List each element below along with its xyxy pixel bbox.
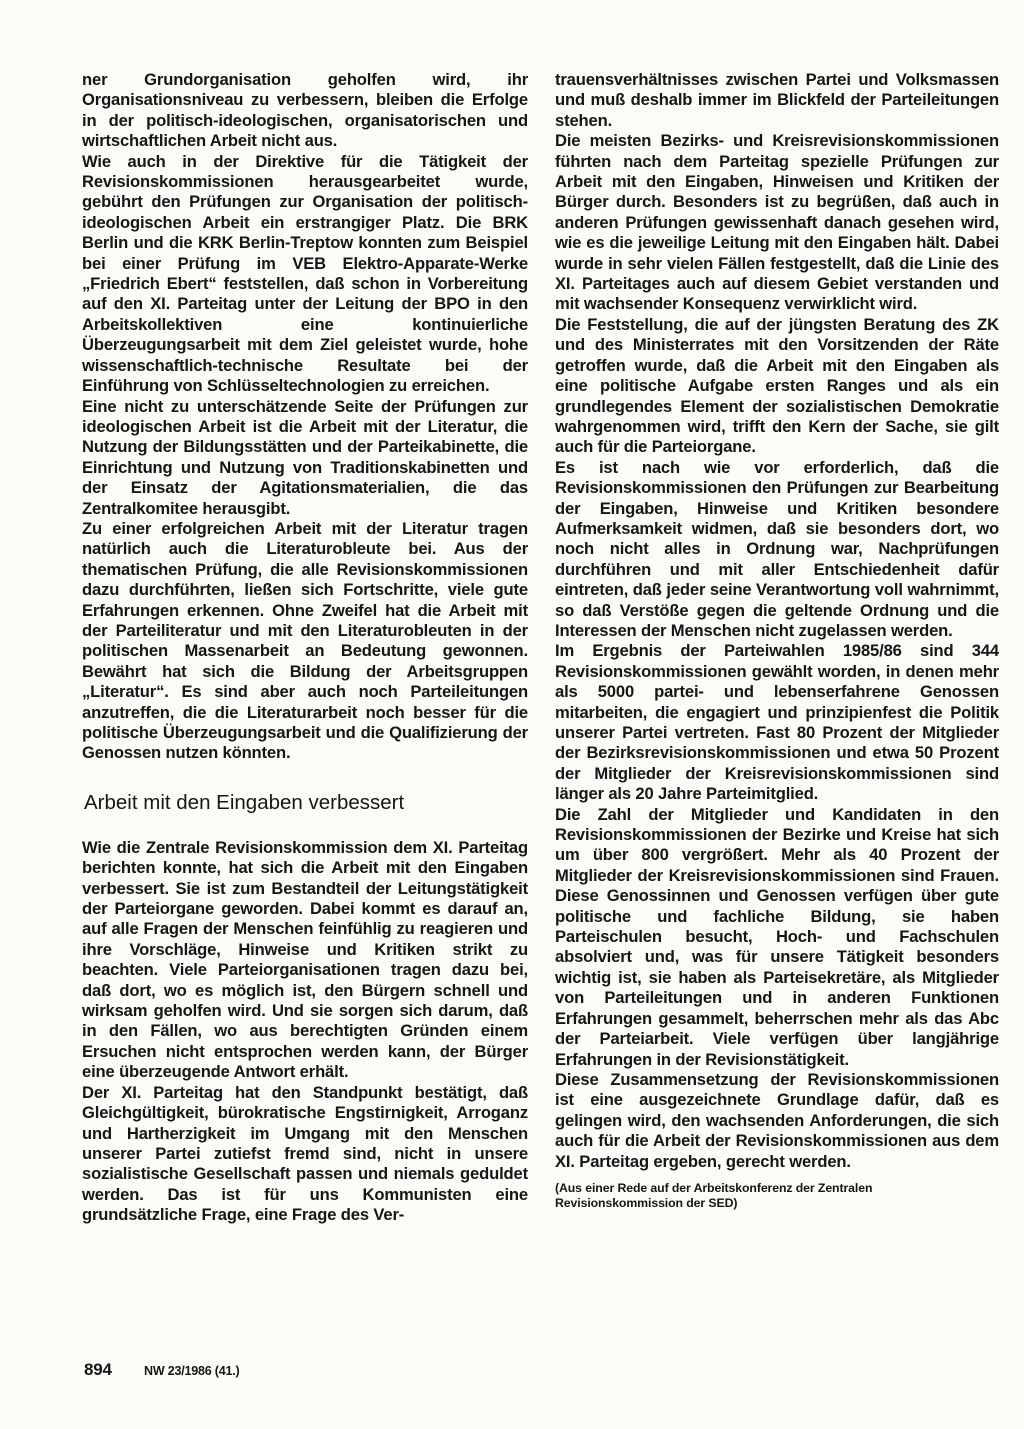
paragraph: Diese Zusammensetzung der Revisionskommissionen ist eine ausgezeichnete Grundlage dafür, daß es gelingen wird, den wachsenden Anforderungen, die sich auch für die Arbeit der Revisionskommissionen aus dem XI. Parteitag ergeben, gerecht werden. xyxy=(555,1069,999,1171)
section-heading: Arbeit mit den Eingaben verbessert xyxy=(84,790,405,814)
source-note: (Aus einer Rede auf der Arbeitskonferenz der Zentralen Revisionskommission der SED) xyxy=(555,1180,873,1210)
page-footer xyxy=(84,1360,239,1380)
paragraph: Wie auch in der Direktive für die Tätigkeit der Revisionskommissionen herausgearbeitet wurde, gebührt den Prüfungen zur Organisation der politisch-ideologischen Arbeit ein erstrangiger Platz. Die BRK Berlin und die KRK Berlin-Treptow konnten zum Beispiel bei einer Prüfung im VEB Elektro-Apparate-Werke „Friedrich Ebert“ feststellen, daß schon in Vorbereitung auf den XI. Parteitag unter der Leitung der BPO in den Arbeitskollektiven eine kontinuierliche Überzeugungsarbeit mit dem Ziel geleistet wurde, hohe wissenschaftlich-technische Resultate bei der Einführung von Schlüsseltechnologien zu erreichen. xyxy=(82,151,528,396)
page-number: 894 xyxy=(84,1360,112,1379)
paragraph: ner Grundorganisation geholfen wird, ihr Organisationsniveau zu verbessern, bleiben die Erfolge in der politisch-ideologischen, organisatorischen und wirtschaftlichen Arbeit nicht aus. xyxy=(82,70,528,151)
paragraph: Im Ergebnis der Parteiwahlen 1985/86 sind 344 Revisionskommissionen gewählt worden, in denen mehr als 5000 partei- und lebenserfahrene Genossen mitarbeiten, die engagiert und prinzipienfest die Politik unserer Partei vertreten. Fast 80 Prozent der Mitglieder der Bezirksrevisionskommissionen und etwa 50 Prozent der Mitglieder der Kreisrevisionskommissionen sind länger als 20 Jahre Parteimitglied. xyxy=(555,641,999,804)
paragraph: Der XI. Parteitag hat den Standpunkt bestätigt, daß Gleichgültigkeit, bürokratische Engstirnigkeit, Arroganz und Hartherzigkeit im Umgang mit den Menschen unserer Partei zutiefst fremd sind, nicht in unsere sozialistische Gesellschaft passen und niemals geduldet werden. Das ist für uns Kommunisten eine grundsätzliche Frage, eine Frage des Ver- xyxy=(82,1082,528,1225)
paragraph: Die Zahl der Mitglieder und Kandidaten in den Revisionskommissionen der Bezirke und Kreise hat sich um über 800 vergrößert. Mehr als 40 Prozent der Mitglieder der Kreisrevisionskommissionen sind Frauen. Diese Genossinnen und Genossen verfügen über gute politische und fachliche Bildung, sie haben Parteischulen besucht, Hoch- und Fachschulen absolviert und, was für unsere Tätigkeit besonders wichtig ist, sie haben als Parteisekretäre, als Mitglieder von Parteileitungen und in anderen Funktionen Erfahrungen gesammelt, beherrschen mehr als das Abc der Parteiarbeit. Viele verfügen über langjährige Erfahrungen in der Revisionstätigkeit. xyxy=(555,804,999,1069)
paragraph: Wie die Zentrale Revisionskommission dem XI. Parteitag berichten konnte, hat sich die Arbeit mit den Eingaben verbessert. Sie ist zum Bestandteil der Leitungstätigkeit der Parteiorgane geworden. Dabei kommt es darauf an, auf alle Fragen der Menschen feinfühlig zu reagieren und ihre Vorschläge, Hinweise und Kritiken strikt zu beachten. Viele Parteiorganisationen tragen dazu bei, daß dort, wo es möglich ist, den Bürgern schnell und wirksam geholfen wird. Und sie sorgen sich darum, daß in den Fällen, wo aus berechtigten Gründen einem Ersuchen nicht entsprochen werden kann, der Bürger eine überzeugende Antwort erhält. xyxy=(82,837,528,1082)
paragraph: trauensverhältnisses zwischen Partei und Volksmassen und muß deshalb immer im Blickfeld der Parteileitungen stehen. xyxy=(555,70,999,130)
paragraph: Die meisten Bezirks- und Kreisrevisionskommissionen führten nach dem Parteitag spezielle Prüfungen zur Arbeit mit den Eingaben, Hinweisen und Kritiken der Bürger durch. Besonders ist zu begrüßen, daß auch in anderen Prüfungen gewissenhaft danach gesehen wird, wie es die jeweilige Leitung mit den Eingaben hält. Dabei wurde in sehr vielen Fällen festgestellt, daß die Linie des XI. Parteitages auch auf diesem Gebiet verstanden und mit wachsender Konsequenz verwirklicht wird. xyxy=(555,131,999,314)
paragraph: Es ist nach wie vor erforderlich, daß die Revisionskommissionen den Prüfungen zur Bearbeitung der Eingaben, Hinweise und Kritiken besondere Aufmerksamkeit widmen, daß sie besonders dort, wo noch nicht alles in Ordnung war, Nachprüfungen durchführen und mit aller Entschiedenheit dafür eintreten, daß jeder seine Verantwortung voll wahrnimmt, so daß Verstöße gegen die geltende Ordnung und die Interessen der Menschen nicht zugelassen werden. xyxy=(555,457,999,640)
paragraph: Zu einer erfolgreichen Arbeit mit der Literatur tragen natürlich auch die Literaturobleute bei. Aus der thematischen Prüfung, die alle Revisionskommissionen dazu durchführten, ließen sich Fortschritte, viele gute Erfahrungen erkennen. Ohne Zweifel hat die Arbeit mit der Parteiliteratur und mit den Literaturobleuten in der politischen Massenarbeit an Bedeutung gewonnen. Bewährt hat sich die Bildung der Arbeitsgruppen „Literatur“. Es sind aber auch noch Parteileitungen anzutreffen, die die Literaturarbeit noch besser für die politische Überzeugungsarbeit und die Qualifizierung der Genossen nutzen könnten. xyxy=(82,518,528,763)
paragraph: Eine nicht zu unterschätzende Seite der Prüfungen zur ideologischen Arbeit ist die Arbeit mit der Literatur, die Nutzung der Bildungsstätten und der Parteikabinette, die Einrichtung und Nutzung von Traditionskabinetten und der Einsatz der Agitationsmaterialien, die das Zentralkomitee herausgibt. xyxy=(82,396,528,518)
right-column xyxy=(555,70,999,1211)
paragraph: Die Feststellung, die auf der jüngsten Beratung des ZK und des Ministerrates mit den Vorsitzenden der Räte getroffen wurde, daß die Arbeit mit den Eingaben als eine politische Aufgabe ersten Ranges und als ein grundlegendes Element der sozialistischen Demokratie wahrgenommen wird, trifft den Kern der Sache, sie gilt auch für die Parteiorgane. xyxy=(555,314,999,457)
issue-label: NW 23/1986 (41.) xyxy=(144,1364,240,1378)
left-column xyxy=(82,70,528,1226)
